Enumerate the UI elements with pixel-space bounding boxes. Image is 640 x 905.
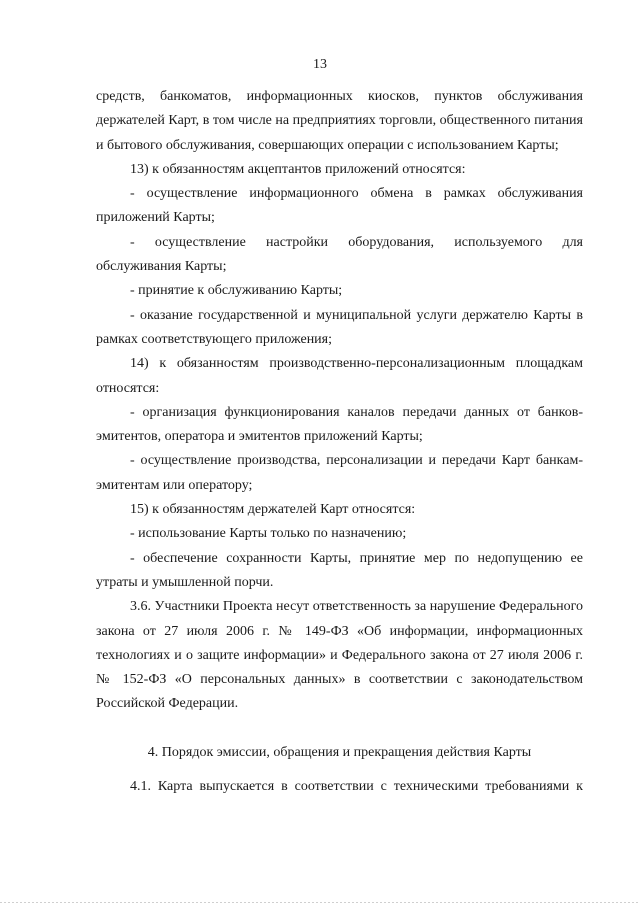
paragraph: - принятие к обслуживанию Карты;	[130, 283, 343, 299]
page-number: 13	[313, 57, 327, 72]
document-body	[96, 85, 583, 799]
paragraph: - осуществление настройки оборудования, используемого для обслуживания Карты;	[96, 234, 583, 275]
paragraph: - осуществление информационного обмена в рамках обслуживания приложений Карты;	[96, 186, 583, 226]
paragraph: 14) к обязанностям производственно-персонализационным площадкам относятся:	[96, 356, 583, 396]
paragraph: - использование Карты только по назначению;	[130, 526, 407, 542]
paragraph: 3.6. Участники Проекта несут ответственность за нарушение Федерального закона от 27 июля 2006 г. № 149-ФЗ «Об информации, информационных технологиях и о защите информации» и Федерального закона от 27 июля 2006 г. № 152-ФЗ «О персональных данных» в соответствии с законодательством Российской Федерации.	[96, 599, 583, 712]
paragraph: средств, банкоматов, информационных киосков, пунктов обслуживания держателей Карт, в том числе на предприятиях торговли, общественного питания и бытового обслуживания, совершающих операции с использованием Карты;	[96, 89, 583, 153]
paragraph: - осуществление производства, персонализации и передачи Карт банкам-эмитентам или оператору;	[96, 453, 583, 493]
section-heading: 4. Порядок эмиссии, обращения и прекращения действия Карты	[147, 744, 532, 760]
paragraph: 13) к обязанностям акцептантов приложений относятся:	[130, 161, 466, 177]
paragraph: 15) к обязанностям держателей Карт относятся:	[130, 502, 416, 518]
scan-edge-line	[0, 902, 640, 903]
paragraph: 4.1. Карта выпускается в соответствии с техническими требованиями к	[130, 779, 583, 795]
paragraph: - организация функционирования каналов передачи данных от банков-эмитентов, оператора и эмитентов приложений Карты;	[96, 404, 583, 445]
paragraph: - обеспечение сохранности Карты, принятие мер по недопущению ее утраты и умышленной порчи.	[96, 550, 583, 590]
paragraph: - оказание государственной и муниципальной услуги держателю Карты в рамках соответствующего приложения;	[96, 307, 583, 347]
